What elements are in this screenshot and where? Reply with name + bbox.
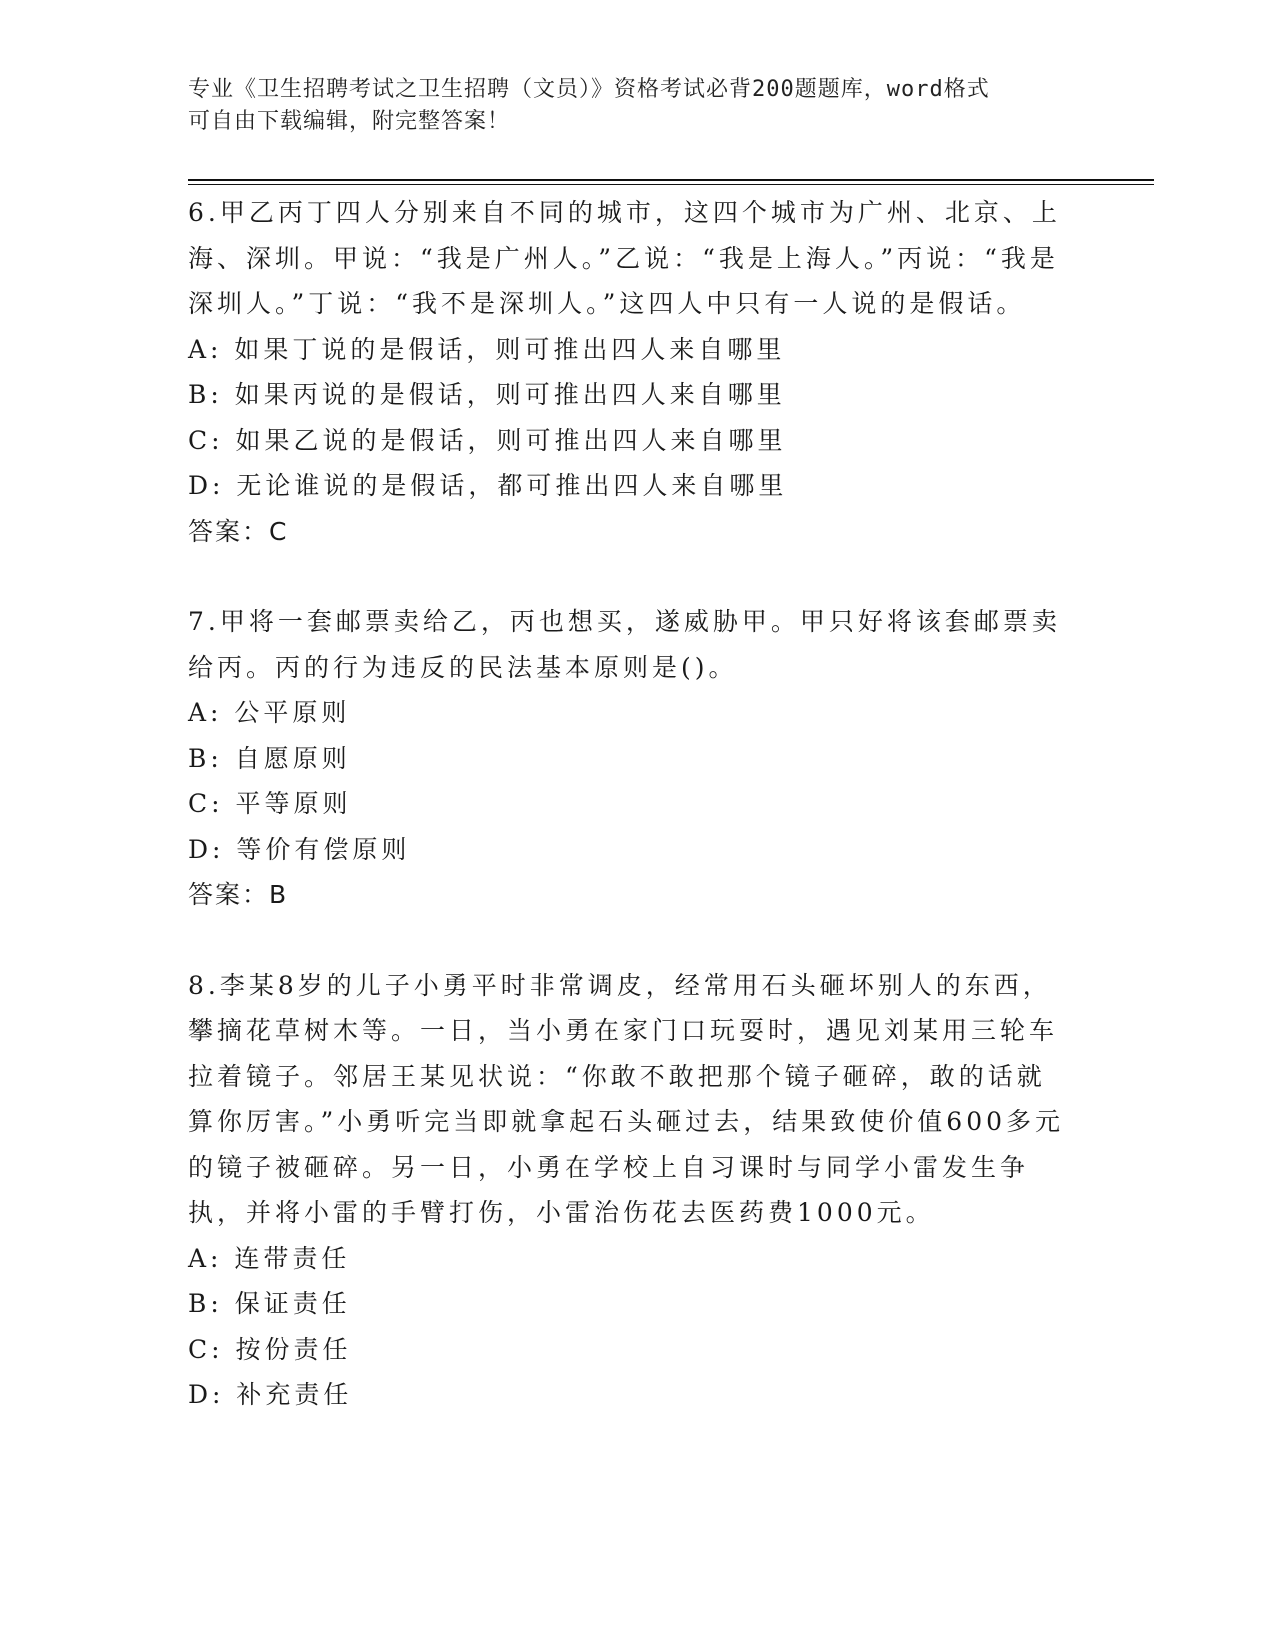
answer: 答案：C bbox=[188, 516, 289, 546]
question-text: 6.甲乙丙丁四人分别来自不同的城市，这四个城市为广州、北京、上海、深圳。甲说：“我是广州人。”乙说：“我是上海人。”丙说：“我是深圳人。”丁说：“我不是深圳人。”这四人中只有一人说的是假话。 bbox=[188, 198, 1061, 318]
header-divider-thick bbox=[188, 179, 1154, 181]
question-text: 7.甲将一套邮票卖给乙，丙也想买，遂威胁甲。甲只好将该套邮票卖给丙。丙的行为违反的民法基本原则是()。 bbox=[188, 607, 1061, 682]
option-c: C: 如果乙说的是假话，则可推出四人来自哪里 bbox=[188, 425, 787, 455]
option-a: A: 公平原则 bbox=[188, 698, 351, 727]
question-list bbox=[188, 190, 1068, 1418]
question-text: 8.李某8岁的儿子小勇平时非常调皮，经常用石头砸坏别人的东西，攀摘花草树木等。一日，当小勇在家门口玩耍时，遇见刘某用三轮车拉着镜子。邻居王某见状说：“你敢不敢把那个镜子砸碎，敢的话就算你厉害。”小勇听完当即就拿起石头砸过去，结果致使价值600多元的镜子被砸碎。另一日，小勇在学校上自习课时与同学小雷发生争执，并将小雷的手臂打伤，小雷治伤花去医药费1000元。 bbox=[188, 970, 1065, 1227]
question-spacer bbox=[188, 918, 1068, 963]
option-a: A: 如果丁说的是假话，则可推出四人来自哪里 bbox=[188, 334, 786, 364]
header-line-1: 专业《卫生招聘考试之卫生招聘（文员）》资格考试必背200题题库，word格式 bbox=[188, 77, 990, 102]
question-8 bbox=[188, 963, 1068, 1418]
question-7 bbox=[188, 599, 1068, 918]
option-b: B: 保证责任 bbox=[188, 1289, 351, 1318]
question-spacer bbox=[188, 554, 1068, 599]
option-b: B: 自愿原则 bbox=[188, 743, 351, 773]
document-header bbox=[188, 74, 1068, 138]
option-d: D: 补充责任 bbox=[188, 1380, 353, 1409]
answer: 答案：B bbox=[188, 880, 289, 909]
option-d: D: 等价有偿原则 bbox=[188, 834, 411, 864]
option-d: D: 无论谁说的是假话，都可推出四人来自哪里 bbox=[188, 471, 788, 500]
option-a: A: 连带责任 bbox=[188, 1243, 351, 1273]
header-divider-thin bbox=[188, 184, 1154, 185]
option-b: B: 如果丙说的是假话，则可推出四人来自哪里 bbox=[188, 380, 786, 409]
option-c: C: 平等原则 bbox=[188, 789, 352, 818]
option-c: C: 按份责任 bbox=[188, 1334, 352, 1364]
question-6 bbox=[188, 190, 1068, 554]
header-line-2: 可自由下载编辑，附完整答案！ bbox=[188, 109, 511, 134]
